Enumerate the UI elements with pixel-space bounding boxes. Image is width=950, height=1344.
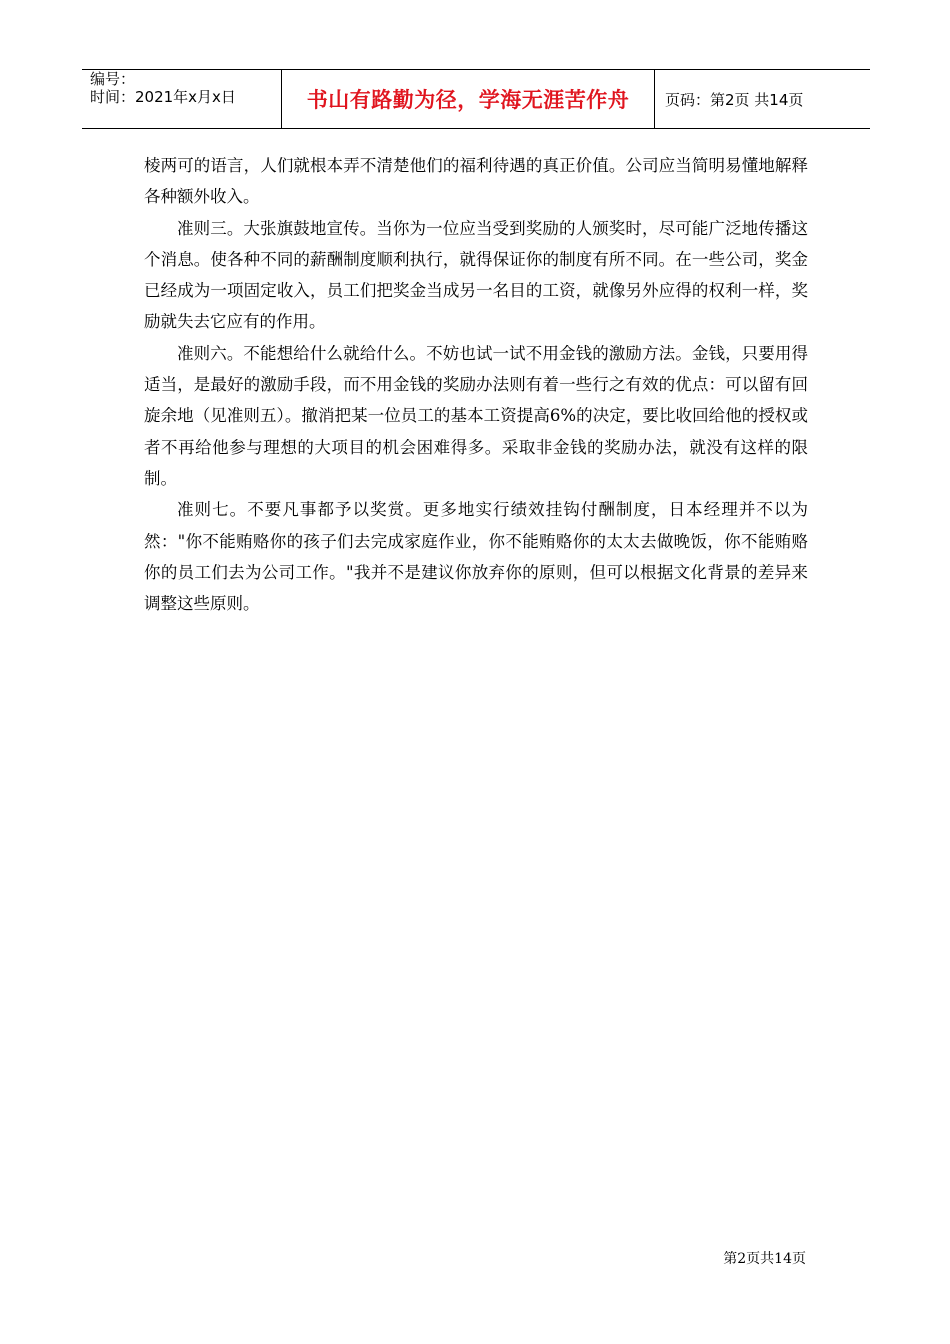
paragraph: 准则三。大张旗鼓地宣传。当你为一位应当受到奖励的人颁奖时，尽可能广泛地传播这个消息。使各种不同的薪酬制度顺利执行，就得保证你的制度有所不同。在一些公司，奖金已经成为一项固定收入，员工们把奖金当成另一名目的工资，就像另外应得的权利一样，奖励就失去它应有的作用。 (144, 218, 808, 332)
paragraph: 棱两可的语言，人们就根本弄不清楚他们的福利待遇的真正价值。公司应当简明易懂地解释各种额外收入。 (144, 156, 808, 207)
document-number-label: 编号： (90, 70, 136, 88)
document-body (144, 150, 808, 619)
header-motto: 书山有路勤为径，学海无涯苦作舟 (282, 70, 655, 128)
page-footer: 第2页共14页 (723, 1251, 806, 1267)
paragraph: 准则六。不能想给什么就给什么。不妨也试一试不用金钱的激励方法。金钱，只要用得适当，是最好的激励手段，而不用金钱的奖励办法则有着一些行之有效的优点：可以留有回旋余地（见准则五）。撤消把某一位员工的基本工资提高6%的决定，要比收回给他的授权或者不再给他参与理想的大项目的机会困难得多。采取非金钱的奖励办法，就没有这样的限制。 (144, 343, 808, 488)
header-meta (82, 70, 282, 128)
page-header (82, 69, 870, 129)
header-page-number: 页码：第2页 共14页 (665, 90, 804, 109)
paragraph: 准则七。不要凡事都予以奖赏。更多地实行绩效挂钩付酬制度，日本经理并不以为然："你不能贿赂你的孩子们去完成家庭作业，你不能贿赂你的太太去做晚饭，你不能贿赂你的员工们去为公司工作。"我并不是建议你放弃你的原则，但可以根据文化背景的差异来调整这些原则。 (144, 500, 808, 614)
document-date-label: 时间：2021年x月x日 (90, 88, 236, 106)
